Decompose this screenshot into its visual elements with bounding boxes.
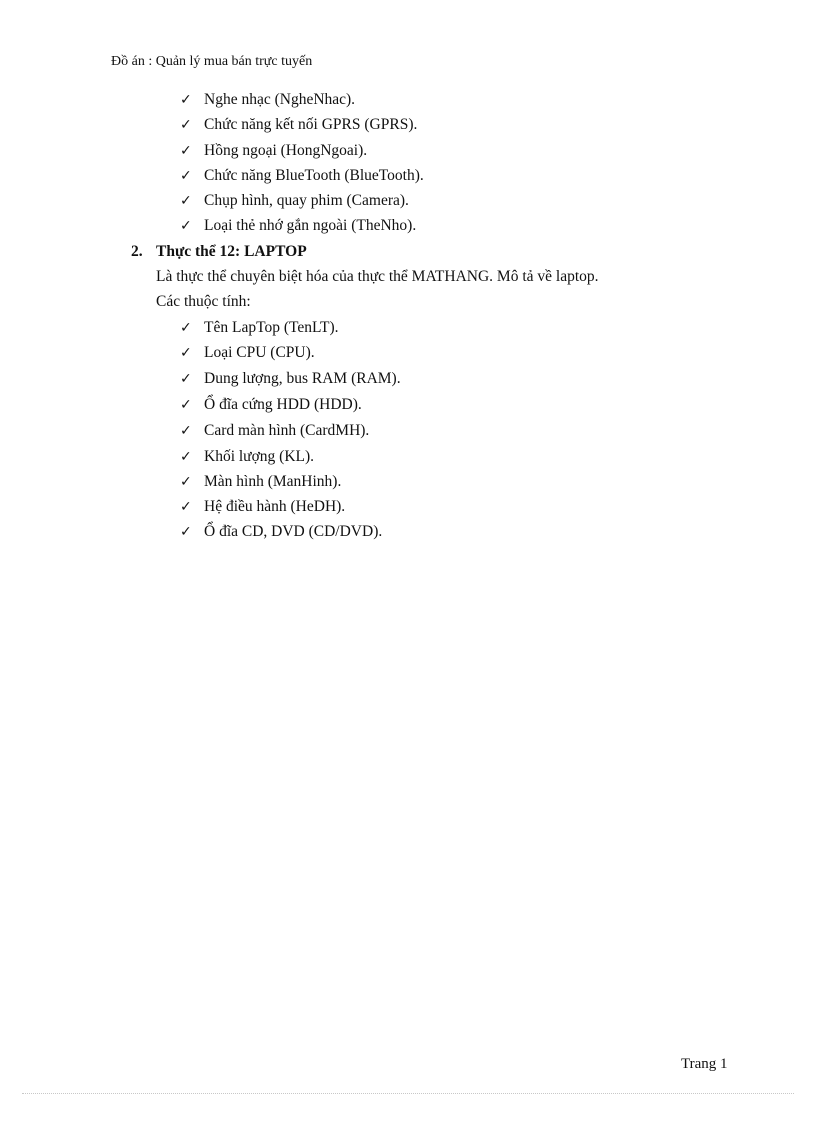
list-item: Ổ đĩa cứng HDD (HDD). (204, 396, 362, 413)
list-item: Dung lượng, bus RAM (RAM). (204, 370, 401, 387)
list-item: Màn hình (ManHinh). (204, 473, 342, 490)
check-icon: ✓ (180, 449, 192, 465)
section-title: Thực thể 12: LAPTOP (156, 243, 307, 260)
check-icon: ✓ (180, 117, 192, 133)
check-icon: ✓ (180, 474, 192, 490)
page-header: Đồ án : Quản lý mua bán trực tuyến (111, 54, 313, 69)
attributes-label: Các thuộc tính: (156, 293, 251, 310)
list-item: Hồng ngoại (HongNgoai). (204, 142, 368, 159)
check-icon: ✓ (180, 371, 192, 387)
section-heading (131, 242, 307, 262)
list-item: Chức năng BlueTooth (BlueTooth). (204, 167, 424, 184)
list-item: Loại CPU (CPU). (204, 344, 315, 361)
page-bottom-divider (22, 1093, 794, 1094)
check-icon: ✓ (180, 92, 192, 108)
page-number: Trang 1 (681, 1056, 728, 1072)
list-item: Nghe nhạc (NgheNhac). (204, 91, 356, 108)
list-item: Ổ đĩa CD, DVD (CD/DVD). (204, 523, 383, 540)
check-icon: ✓ (180, 193, 192, 209)
list-item: Chụp hình, quay phim (Camera). (204, 192, 409, 209)
list-item: Hệ điều hành (HeDH). (204, 498, 346, 515)
check-icon: ✓ (180, 499, 192, 515)
check-icon: ✓ (180, 345, 192, 361)
check-icon: ✓ (180, 320, 192, 336)
check-icon: ✓ (180, 218, 192, 234)
check-icon: ✓ (180, 168, 192, 184)
list-item: Card màn hình (CardMH). (204, 422, 370, 439)
check-icon: ✓ (180, 423, 192, 439)
list-item: Khối lượng (KL). (204, 448, 315, 465)
check-icon: ✓ (180, 397, 192, 413)
list-item: Chức năng kết nối GPRS (GPRS). (204, 116, 418, 133)
check-icon: ✓ (180, 524, 192, 540)
section-description: Là thực thể chuyên biệt hóa của thực thể MATHANG. Mô tả về laptop. (156, 268, 599, 285)
section-number: 2. (131, 243, 143, 260)
list-item: Tên LapTop (TenLT). (204, 319, 339, 336)
list-item: Loại thẻ nhớ gắn ngoài (TheNho). (204, 217, 417, 234)
check-icon: ✓ (180, 143, 192, 159)
